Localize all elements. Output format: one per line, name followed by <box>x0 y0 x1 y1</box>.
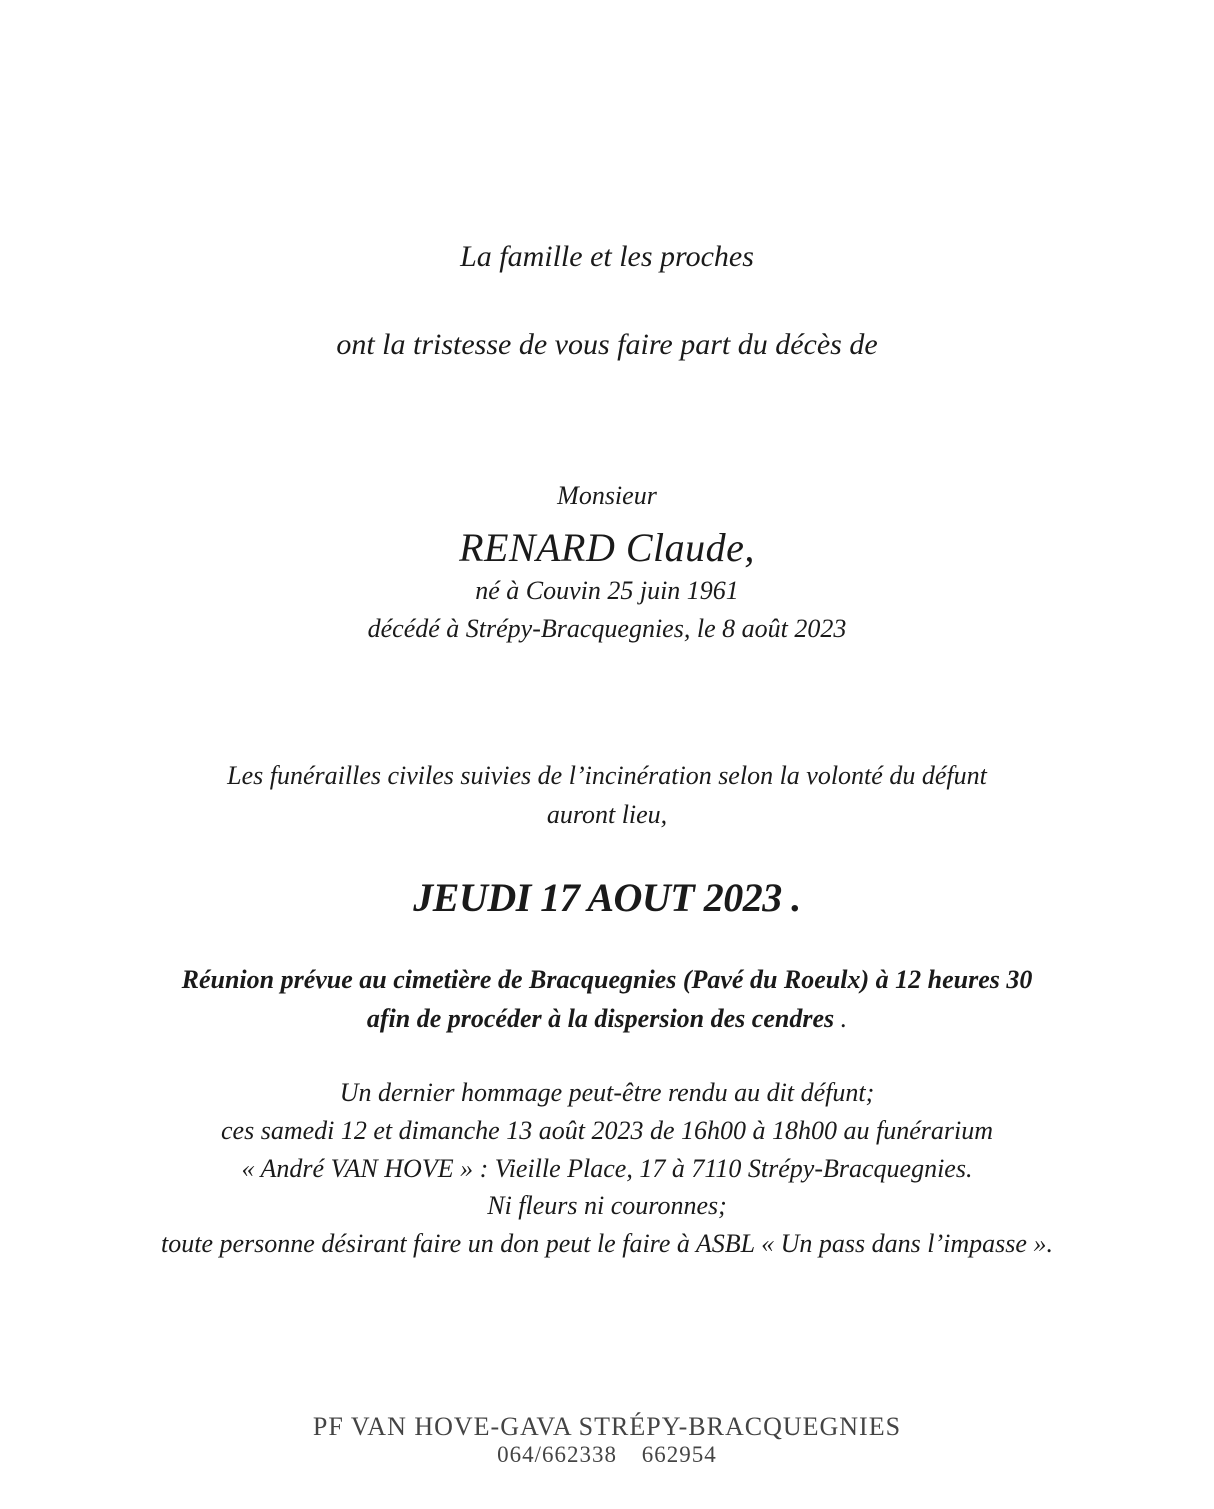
homage-line-1: Un dernier hommage peut-être rendu au dit défunt; <box>339 1078 875 1107</box>
homage-line-2: ces samedi 12 et dimanche 13 août 2023 de 16h00 à 18h00 au funérarium <box>221 1116 993 1145</box>
deceased-death: décédé à Strépy-Bracquegnies, le 8 août 2023 <box>367 614 847 643</box>
intro-announcement-line: ont la tristesse de vous faire part du décès de <box>336 328 878 361</box>
meeting-line-2-text: afin de procéder à la dispersion des cendres <box>366 1004 835 1033</box>
funeral-description-line-2: auront lieu, <box>546 800 668 829</box>
deceased-title: Monsieur <box>557 481 657 510</box>
funeral-description-line: Les funérailles civiles suivies de l’incinération selon la volonté du défunt <box>227 761 987 790</box>
homage-line-5: toute personne désirant faire un don peut le faire à ASBL « Un pass dans l’impasse ». <box>161 1229 1053 1258</box>
meeting-line: Réunion prévue au cimetière de Bracquegnies (Pavé du Roeulx) à 12 heures 30 <box>181 965 1033 994</box>
homage-line-4: Ni fleurs ni couronnes; <box>487 1191 727 1220</box>
funeral-home-name: PF VAN HOVE-GAVA STRÉPY-BRACQUEGNIES <box>312 1412 902 1441</box>
deceased-name: RENARD Claude, <box>459 525 755 570</box>
homage-line-3: « André VAN HOVE » : Vieille Place, 17 à 7110 Strépy-Bracquegnies. <box>241 1154 973 1183</box>
funeral-home-phones: 064/662338 662954 <box>497 1442 717 1467</box>
meeting-line-2-end: . <box>834 1004 848 1033</box>
funeral-date: JEUDI 17 AOUT 2023 . <box>413 875 801 920</box>
meeting-line-2 <box>0 1004 1214 1034</box>
deceased-birth: né à Couvin 25 juin 1961 <box>475 576 739 605</box>
intro-family-line: La famille et les proches <box>460 240 754 273</box>
